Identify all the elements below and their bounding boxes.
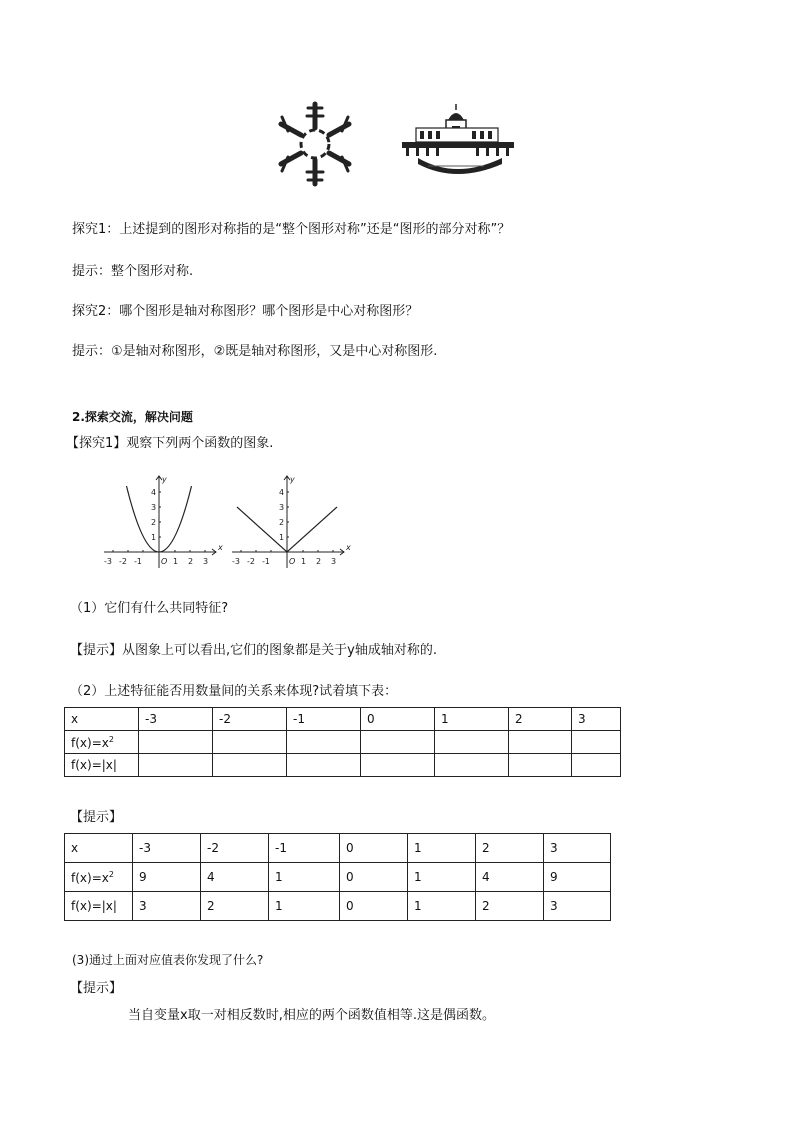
table-header-cell: 2 [476, 834, 544, 863]
snowflake-image [270, 98, 360, 190]
x-tick-label: -2 [119, 557, 127, 566]
value-cell: 1 [408, 892, 476, 921]
intro-answer-2: 提示：①是轴对称图形，②既是轴对称图形，又是中心对称图形. [72, 344, 438, 359]
question-2: （2）上述特征能否用数量间的关系来体现?试着填下表： [70, 684, 398, 699]
x-tick-label: -3 [232, 557, 240, 566]
row-label-abs: f(x)=|x| [65, 892, 133, 921]
blank-cell[interactable] [509, 754, 572, 777]
question-3: (3)通过上面对应值表你发现了什么? [72, 953, 264, 967]
row-label-text: f(x)=x [71, 735, 109, 750]
row-label-abs: f(x)=|x| [65, 754, 139, 777]
origin-label: O [161, 557, 168, 566]
x-tick-label: 3 [203, 557, 209, 566]
y-tick-label: 1 [151, 533, 157, 542]
x-tick-label: -3 [104, 557, 112, 566]
value-cell: 1 [269, 892, 340, 921]
y-tick-label: 2 [151, 518, 157, 527]
value-cell: 4 [201, 863, 269, 892]
blank-cell[interactable] [572, 731, 621, 754]
x-tick-label: 3 [331, 557, 337, 566]
table-header-cell: 1 [435, 708, 509, 731]
blank-cell[interactable] [509, 731, 572, 754]
blank-cell[interactable] [287, 754, 361, 777]
blank-cell[interactable] [435, 754, 509, 777]
blank-cell[interactable] [287, 731, 361, 754]
table-header-cell: -2 [213, 708, 287, 731]
value-cell: 2 [201, 892, 269, 921]
value-cell: 0 [340, 863, 408, 892]
y-tick-label: 1 [279, 533, 285, 542]
table-header-cell: -1 [287, 708, 361, 731]
blank-cell[interactable] [213, 754, 287, 777]
x-tick-label: 1 [173, 557, 179, 566]
blank-value-table [64, 707, 621, 777]
answer-1: 【提示】从图象上可以看出,它们的图象都是关于y轴成轴对称的. [70, 643, 437, 658]
table-header-cell: 3 [544, 834, 611, 863]
x-tick-label: 2 [188, 557, 194, 566]
value-cell: 3 [133, 892, 201, 921]
intro-question-1: 探究1：上述提到的图形对称指的是“整个图形对称”还是“图形的部分对称”？ [72, 222, 511, 237]
table-header-cell: x [65, 834, 133, 863]
row-label-text: f(x)=x [71, 870, 109, 885]
x-axis-label: x [346, 543, 351, 552]
exponent: 2 [108, 869, 114, 879]
table-row [65, 754, 621, 777]
blank-cell[interactable] [139, 754, 213, 777]
filled-value-table [64, 833, 611, 921]
table-row [65, 708, 621, 731]
table-row [65, 892, 611, 921]
table-header-cell: -2 [201, 834, 269, 863]
value-cell: 3 [544, 892, 611, 921]
value-cell: 1 [269, 863, 340, 892]
value-cell: 2 [476, 892, 544, 921]
table-header-cell: 3 [572, 708, 621, 731]
table-header-cell: 2 [509, 708, 572, 731]
value-cell: 4 [476, 863, 544, 892]
table-header-cell: 1 [408, 834, 476, 863]
table-header-cell: -3 [133, 834, 201, 863]
table-header-cell: -3 [139, 708, 213, 731]
y-tick-label: 4 [151, 488, 157, 497]
y-tick-label: 3 [279, 503, 285, 512]
value-cell: 9 [133, 863, 201, 892]
blank-cell[interactable] [361, 731, 435, 754]
value-cell: 0 [340, 892, 408, 921]
blank-cell[interactable] [572, 754, 621, 777]
x-axis-label: x [218, 543, 223, 552]
y-tick-label: 4 [279, 488, 285, 497]
hint-label-2: 【提示】 [70, 981, 123, 996]
question-1: （1）它们有什么共同特征? [70, 601, 229, 616]
x-tick-label: 1 [301, 557, 307, 566]
blank-cell[interactable] [213, 731, 287, 754]
table-header-cell: 0 [361, 708, 435, 731]
x-tick-label: -1 [262, 557, 270, 566]
graph-absolute-value [226, 470, 356, 570]
row-label-square [65, 863, 133, 892]
intro-answer-1: 提示：整个图形对称. [72, 264, 194, 279]
blank-cell[interactable] [139, 731, 213, 754]
y-tick-label: 2 [279, 518, 285, 527]
y-axis-label: y [290, 475, 295, 484]
table-header-cell: -1 [269, 834, 340, 863]
conclusion-text: 当自变量x取一对相反数时,相应的两个函数值相等.这是偶函数。 [128, 1008, 495, 1023]
table-row [65, 834, 611, 863]
intro-question-2: 探究2：哪个图形是轴对称图形？哪个图形是中心对称图形？ [72, 304, 419, 319]
y-tick-label: 3 [151, 503, 157, 512]
value-cell: 1 [408, 863, 476, 892]
exponent: 2 [108, 734, 114, 744]
x-tick-label: -1 [134, 557, 142, 566]
value-cell: 9 [544, 863, 611, 892]
section-heading: 2.探索交流，解决问题 [72, 410, 193, 424]
graph-parabola [98, 470, 228, 570]
explore-1-prompt: 【探究1】观察下列两个函数的图象. [66, 436, 274, 451]
x-tick-label: -2 [247, 557, 255, 566]
building-image [398, 100, 516, 184]
table-header-cell: x [65, 708, 139, 731]
hint-label: 【提示】 [70, 810, 123, 825]
origin-label: O [289, 557, 296, 566]
row-label-square [65, 731, 139, 754]
table-row [65, 863, 611, 892]
table-row [65, 731, 621, 754]
table-header-cell: 0 [340, 834, 408, 863]
blank-cell[interactable] [361, 754, 435, 777]
x-tick-label: 2 [316, 557, 322, 566]
blank-cell[interactable] [435, 731, 509, 754]
y-axis-label: y [162, 475, 167, 484]
